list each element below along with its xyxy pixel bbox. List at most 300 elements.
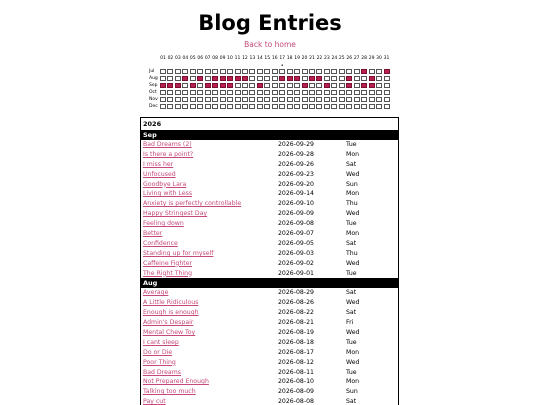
entry-title-link[interactable]: Feeling down — [143, 220, 184, 228]
calendar-day-cell[interactable] — [197, 76, 203, 81]
calendar-day-cell — [160, 97, 166, 102]
entry-date: 2026-09-01 — [278, 269, 314, 277]
calendar-day-cell — [294, 83, 300, 88]
calendar-day-cell — [279, 97, 285, 102]
entry-title-link[interactable]: Unfocused — [143, 170, 176, 178]
calendar-day-cell — [249, 104, 255, 109]
calendar-month-label: Aug — [149, 75, 158, 81]
calendar-day-number: 10 — [227, 56, 233, 61]
entry-row — [141, 229, 398, 239]
entry-title-link[interactable]: Confidence — [143, 239, 178, 247]
calendar-day-cell — [220, 90, 226, 95]
calendar-day-cell — [257, 90, 263, 95]
calendar-day-cell — [190, 76, 196, 81]
calendar-day-cell — [354, 69, 360, 74]
page-title: Blog Entries — [198, 11, 342, 35]
calendar-day-cell — [361, 104, 367, 109]
calendar-day-cell[interactable] — [302, 83, 308, 88]
calendar-day-cell — [287, 69, 293, 74]
calendar-day-cell[interactable] — [182, 76, 188, 81]
entry-row — [141, 259, 398, 269]
calendar-day-number: 27 — [353, 56, 360, 61]
entry-title-link[interactable]: Poor Thing — [143, 358, 176, 366]
calendar-day-cell — [205, 69, 211, 74]
calendar-day-cell[interactable] — [294, 76, 300, 81]
calendar-day-number: 17 — [279, 56, 286, 61]
calendar-month-label: Jul — [149, 68, 155, 74]
calendar-day-cell — [346, 97, 352, 102]
calendar-day-cell — [167, 69, 173, 74]
entry-weekday: Tue — [346, 368, 357, 376]
entry-row — [141, 140, 398, 150]
calendar-day-cell — [235, 104, 241, 109]
entry-weekday: Tue — [346, 141, 357, 148]
calendar-day-cell — [257, 97, 263, 102]
entry-date: 2026-09-10 — [278, 200, 314, 208]
entry-row — [141, 318, 398, 328]
calendar-day-cell — [257, 69, 263, 74]
calendar-day-number: 28 — [361, 56, 367, 61]
calendar-day-cell — [182, 83, 188, 88]
entry-title-link[interactable]: Is there a point? — [143, 150, 194, 158]
calendar-day-cell — [197, 90, 203, 95]
calendar-day-cell[interactable] — [227, 83, 233, 88]
calendar-day-cell — [309, 69, 315, 74]
calendar-day-number: 22 — [316, 56, 323, 61]
calendar-day-cell — [346, 69, 352, 74]
calendar-day-cell — [242, 97, 248, 102]
entry-weekday: Sat — [346, 289, 357, 297]
calendar-day-cell — [235, 97, 241, 102]
calendar-day-number: 30 — [376, 56, 382, 61]
calendar-day-cell — [272, 76, 278, 81]
entry-weekday: Wed — [346, 170, 360, 178]
calendar-day-cell — [264, 83, 270, 88]
entry-title-link[interactable]: Do or Die — [143, 348, 173, 356]
calendar-day-cell[interactable] — [346, 83, 352, 88]
entry-row — [141, 348, 398, 358]
entry-row — [141, 199, 398, 209]
entry-weekday: Sat — [346, 398, 357, 405]
entry-row — [141, 189, 398, 199]
calendar-day-cell — [264, 104, 270, 109]
calendar-day-cell[interactable] — [324, 83, 330, 88]
calendar-day-cell — [175, 76, 181, 81]
calendar-day-cell — [316, 83, 322, 88]
entry-date: 2026-08-29 — [278, 289, 314, 297]
calendar-day-cell — [249, 76, 255, 81]
calendar-day-cell — [376, 97, 382, 102]
calendar-month-label: Sep — [149, 82, 158, 88]
calendar-day-number: 21 — [309, 56, 315, 61]
calendar-day-cell[interactable] — [220, 83, 226, 88]
entry-weekday: Wed — [346, 329, 360, 337]
calendar-day-cell — [376, 69, 382, 74]
calendar-day-cell — [175, 97, 181, 102]
calendar-day-cell[interactable] — [287, 76, 293, 81]
entries-list — [140, 117, 399, 405]
calendar-day-cell — [242, 69, 248, 74]
calendar-day-cell — [205, 90, 211, 95]
entry-weekday: Sun — [346, 180, 358, 188]
calendar-day-cell — [309, 104, 315, 109]
calendar-day-number: 03 — [175, 56, 181, 61]
entry-row — [141, 387, 398, 397]
entry-date: 2026-09-23 — [278, 170, 314, 178]
entry-title-link[interactable]: I miss her — [143, 160, 174, 168]
calendar-day-cell — [212, 90, 218, 95]
entry-weekday: Fri — [346, 319, 354, 327]
calendar-day-cell — [354, 104, 360, 109]
entry-row — [141, 269, 398, 279]
calendar-day-cell — [205, 104, 211, 109]
calendar-day-cell — [279, 83, 285, 88]
calendar-day-cell[interactable] — [175, 83, 181, 88]
calendar-day-cell — [384, 104, 390, 109]
calendar-day-cell[interactable] — [205, 83, 211, 88]
calendar-day-cell — [279, 104, 285, 109]
calendar-day-cell — [212, 97, 218, 102]
calendar-day-cell — [235, 69, 241, 74]
calendar-day-cell — [384, 76, 390, 81]
calendar-day-cell — [182, 104, 188, 109]
entry-date: 2026-09-29 — [278, 141, 314, 148]
year-heading: 2026 — [143, 120, 162, 128]
calendar-day-cell — [369, 69, 375, 74]
calendar-day-cell — [242, 83, 248, 88]
calendar-day-cell[interactable] — [190, 83, 196, 88]
calendar-day-cell — [294, 69, 300, 74]
calendar-day-number: 24 — [331, 56, 338, 61]
entry-title-link[interactable]: Living with Less — [143, 190, 193, 198]
calendar-day-cell — [376, 83, 382, 88]
entry-title-link[interactable]: Caffeine Fighter — [143, 259, 193, 267]
calendar-month-label: Dec — [149, 103, 158, 109]
calendar-day-cell — [294, 97, 300, 102]
entry-date: 2026-09-09 — [278, 210, 314, 218]
entry-title-link[interactable]: Mental Chew Toy — [143, 329, 196, 337]
entry-date: 2026-08-09 — [278, 388, 314, 396]
entry-title-link[interactable]: Happy Stringest Day — [143, 210, 208, 218]
calendar-day-cell — [272, 90, 278, 95]
calendar-day-cell — [160, 69, 166, 74]
calendar-day-cell[interactable] — [279, 76, 285, 81]
entry-weekday: Wed — [346, 358, 360, 366]
entry-weekday: Sat — [346, 239, 357, 247]
calendar-day-cell — [167, 90, 173, 95]
entry-weekday: Wed — [346, 299, 360, 307]
calendar-day-cell — [339, 76, 345, 81]
entry-date: 2026-09-07 — [278, 230, 314, 238]
calendar-day-cell — [272, 83, 278, 88]
calendar-day-cell — [287, 104, 293, 109]
entry-weekday: Mon — [346, 348, 360, 356]
calendar-day-cell — [302, 97, 308, 102]
calendar-day-cell — [369, 97, 375, 102]
entry-date: 2026-08-12 — [278, 358, 314, 366]
entry-weekday: Thu — [346, 200, 358, 208]
calendar-day-cell[interactable] — [369, 76, 375, 81]
calendar-day-cell — [316, 104, 322, 109]
calendar-day-cell — [302, 104, 308, 109]
calendar-day-cell — [324, 69, 330, 74]
calendar-day-cell — [324, 76, 330, 81]
calendar-day-cell — [220, 97, 226, 102]
entry-row — [141, 249, 398, 259]
calendar-day-cell — [316, 69, 322, 74]
calendar-day-cell — [376, 104, 382, 109]
entry-date: 2026-09-05 — [278, 239, 314, 247]
calendar-day-cell[interactable] — [235, 76, 241, 81]
calendar-day-cell — [167, 104, 173, 109]
entry-title-link[interactable]: Pay cut — [143, 398, 166, 405]
calendar-day-cell — [190, 90, 196, 95]
entry-weekday: Mon — [346, 378, 360, 386]
calendar-day-cell — [257, 76, 263, 81]
calendar-day-cell — [220, 69, 226, 74]
entry-row — [141, 328, 398, 338]
entry-date: 2026-09-28 — [278, 150, 314, 158]
entry-date: 2026-09-02 — [278, 259, 314, 267]
calendar-day-cell — [175, 104, 181, 109]
entry-date: 2026-09-14 — [278, 190, 314, 198]
calendar-day-cell[interactable] — [346, 76, 352, 81]
calendar-day-cell[interactable] — [316, 76, 322, 81]
calendar-day-number: 11 — [234, 56, 241, 61]
calendar-day-number: 05 — [189, 56, 196, 61]
back-to-home-link[interactable]: Back to home — [244, 40, 296, 49]
calendar-day-cell — [384, 83, 390, 88]
calendar-day-cell — [205, 76, 211, 81]
calendar-month-label: Nov — [149, 96, 158, 102]
calendar-day-cell — [361, 90, 367, 95]
calendar-day-cell — [376, 76, 382, 81]
calendar-day-cell[interactable] — [257, 83, 263, 88]
calendar-day-cell — [384, 97, 390, 102]
calendar-day-number: 29 — [368, 56, 375, 61]
calendar-day-cell — [316, 97, 322, 102]
calendar-day-number: 26 — [346, 56, 353, 61]
calendar-day-number: 14 — [256, 56, 263, 61]
entry-date: 2026-09-08 — [278, 220, 314, 228]
calendar-day-cell — [264, 69, 270, 74]
entry-date: 2026-08-21 — [278, 319, 314, 327]
entry-row — [141, 358, 398, 368]
entry-row — [141, 160, 398, 170]
entry-weekday: Tue — [346, 220, 357, 228]
calendar-day-cell — [354, 97, 360, 102]
calendar-day-number: 25 — [338, 56, 345, 61]
entry-row — [141, 308, 398, 318]
calendar-day-cell — [324, 90, 330, 95]
calendar-day-cell — [235, 83, 241, 88]
calendar-day-cell — [346, 90, 352, 95]
entry-date: 2026-08-11 — [278, 368, 314, 376]
calendar-day-cell — [227, 69, 233, 74]
entry-title-link[interactable]: Bad Dreams (2) — [143, 141, 192, 148]
calendar-day-cell — [331, 83, 337, 88]
entry-title-link[interactable]: Anxiety is perfectly controllable — [143, 200, 242, 208]
entry-date: 2026-09-03 — [278, 249, 314, 257]
calendar-day-cell — [302, 90, 308, 95]
entry-row — [141, 338, 398, 348]
calendar-day-cell — [182, 97, 188, 102]
entry-weekday: Sat — [346, 309, 357, 317]
entry-weekday: Thu — [346, 249, 358, 257]
calendar-day-cell[interactable] — [384, 69, 390, 74]
calendar-day-cell[interactable] — [212, 76, 218, 81]
entry-weekday: Mon — [346, 190, 360, 198]
calendar-day-cell — [257, 104, 263, 109]
calendar-day-cell — [249, 90, 255, 95]
entry-weekday: Wed — [346, 259, 360, 267]
calendar-day-cell — [331, 76, 337, 81]
calendar-day-cell[interactable] — [212, 83, 218, 88]
entry-date: 2026-08-18 — [278, 338, 314, 346]
entry-weekday: Wed — [346, 210, 360, 218]
entry-title-link[interactable]: Better — [143, 230, 163, 238]
calendar-day-cell — [361, 97, 367, 102]
calendar-day-cell — [227, 90, 233, 95]
entry-title-link[interactable]: Bad Dreams — [143, 368, 181, 376]
calendar-day-cell — [339, 90, 345, 95]
calendar-day-number: 31 — [383, 56, 390, 61]
calendar-day-cell — [197, 69, 203, 74]
calendar-day-cell — [287, 90, 293, 95]
entry-date: 2026-08-08 — [278, 398, 314, 405]
calendar-day-number: 09 — [219, 56, 226, 61]
calendar-day-number: 18 — [286, 56, 293, 61]
calendar-day-number: 06 — [197, 56, 204, 61]
entry-title-link[interactable]: Not Prepared Enough — [143, 378, 209, 386]
calendar-day-cell — [175, 69, 181, 74]
calendar-day-cell — [302, 69, 308, 74]
calendar-day-number: 20 — [301, 56, 308, 61]
calendar-day-cell — [339, 97, 345, 102]
entry-row — [141, 209, 398, 219]
calendar-day-number: 02 — [167, 56, 174, 61]
entry-title-link[interactable]: A Little Ridiculous — [143, 299, 199, 307]
entry-row — [141, 150, 398, 160]
calendar-day-cell — [279, 90, 285, 95]
calendar-day-cell — [160, 76, 166, 81]
calendar-day-cell — [331, 90, 337, 95]
calendar-day-cell — [384, 90, 390, 95]
calendar-day-cell — [227, 97, 233, 102]
calendar-day-cell — [354, 90, 360, 95]
calendar-day-cell — [309, 90, 315, 95]
calendar-day-cell[interactable] — [227, 76, 233, 81]
calendar-day-cell — [272, 97, 278, 102]
calendar-day-cell — [190, 104, 196, 109]
calendar-day-cell — [175, 90, 181, 95]
entry-title-link[interactable]: Enough is enough — [143, 309, 199, 317]
calendar-day-cell — [272, 104, 278, 109]
calendar-day-cell[interactable] — [220, 76, 226, 81]
entry-weekday: Tue — [346, 269, 357, 277]
calendar-day-cell[interactable] — [369, 83, 375, 88]
calendar-day-number: 08 — [212, 56, 218, 61]
entry-title-link[interactable]: Average — [143, 289, 169, 297]
calendar-day-cell — [182, 90, 188, 95]
entry-title-link[interactable]: Admin's Despair — [143, 319, 194, 327]
entry-row — [141, 377, 398, 387]
calendar-day-cell — [309, 97, 315, 102]
calendar-day-cell[interactable] — [361, 83, 367, 88]
entry-row — [141, 288, 398, 298]
calendar-day-cell — [197, 97, 203, 102]
calendar-day-cell — [220, 104, 226, 109]
calendar-day-cell — [331, 69, 337, 74]
calendar-day-cell — [294, 104, 300, 109]
calendar-day-number: 23 — [324, 56, 330, 61]
calendar-day-cell[interactable] — [167, 83, 173, 88]
calendar-day-cell — [264, 97, 270, 102]
entry-date: 2026-08-19 — [278, 329, 314, 337]
entry-date: 2026-09-26 — [278, 160, 314, 168]
entry-weekday: Mon — [346, 150, 360, 158]
calendar-day-cell — [287, 97, 293, 102]
month-header: Sep — [141, 130, 398, 140]
calendar-day-cell — [249, 83, 255, 88]
calendar-day-cell — [182, 69, 188, 74]
calendar-day-cell — [369, 104, 375, 109]
calendar-day-cell — [354, 83, 360, 88]
calendar-day-cell[interactable] — [361, 69, 367, 74]
calendar-day-cell — [264, 76, 270, 81]
calendar-day-number: 19 — [294, 56, 300, 61]
calendar-day-cell — [272, 69, 278, 74]
entry-title-link[interactable]: Standing up for myself — [143, 249, 214, 257]
entry-title-link[interactable]: Goodbye Lara — [143, 180, 187, 188]
calendar-day-cell — [316, 90, 322, 95]
entry-weekday: Sat — [346, 160, 357, 168]
entry-date: 2026-08-26 — [278, 299, 314, 307]
calendar-day-cell — [324, 97, 330, 102]
entry-row — [141, 368, 398, 378]
calendar-day-cell — [167, 97, 173, 102]
calendar-day-cell — [249, 97, 255, 102]
entry-row — [141, 180, 398, 190]
calendar-day-number: 07 — [204, 56, 211, 61]
calendar-day-cell — [324, 104, 330, 109]
entry-title-link[interactable]: I cant sleep — [143, 338, 179, 346]
entry-date: 2026-08-22 — [278, 309, 314, 317]
calendar-day-cell[interactable] — [160, 83, 166, 88]
calendar-day-cell — [369, 90, 375, 95]
entry-title-link[interactable]: Talking too much — [143, 388, 196, 396]
entry-row — [141, 219, 398, 229]
entry-title-link[interactable]: The Right Thing — [143, 269, 193, 277]
calendar-day-cell — [167, 76, 173, 81]
calendar-day-cell — [346, 104, 352, 109]
calendar-day-number: 16 — [271, 56, 278, 61]
entry-date: 2026-09-20 — [278, 180, 314, 188]
calendar-day-cell — [339, 69, 345, 74]
calendar-day-cell — [227, 104, 233, 109]
calendar-day-cell — [205, 97, 211, 102]
calendar-day-number: 12 — [242, 56, 248, 61]
calendar-day-cell[interactable] — [242, 76, 248, 81]
calendar-day-cell — [361, 76, 367, 81]
calendar-day-cell — [212, 104, 218, 109]
calendar-day-cell — [197, 83, 203, 88]
calendar-day-cell — [249, 69, 255, 74]
calendar-day-cell — [294, 90, 300, 95]
calendar-day-cell — [242, 90, 248, 95]
calendar-day-cell — [354, 76, 360, 81]
calendar-day-cell[interactable] — [309, 76, 315, 81]
